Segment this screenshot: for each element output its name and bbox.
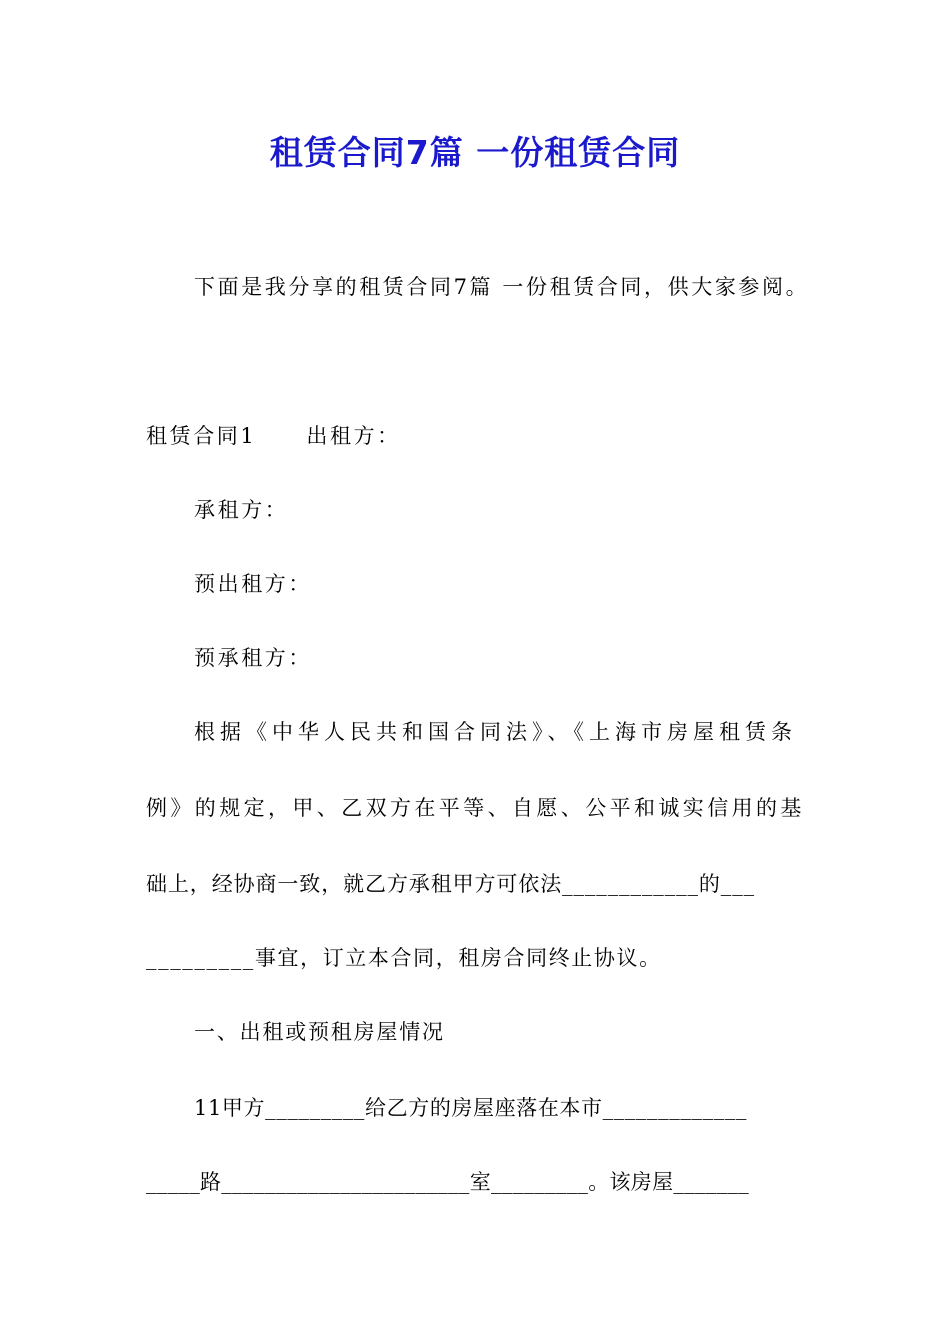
- intro-paragraph: 下面是我分享的租赁合同7篇 一份租赁合同，供大家参阅。: [194, 275, 810, 299]
- pre-lessor-label: 预出租方：: [194, 572, 312, 596]
- pre-lessee-label: 预承租方：: [194, 646, 312, 670]
- lessee-label: 承租方：: [194, 498, 289, 522]
- section-heading: 租赁合同1: [146, 424, 257, 448]
- document-title: 租赁合同7篇 一份租赁合同: [269, 133, 681, 172]
- paragraph-line: _________事宜，订立本合同，租房合同终止协议。: [146, 946, 662, 970]
- lessor-label: 出租方：: [306, 424, 401, 448]
- clause-line: 11甲方_________给乙方的房屋座落在本市_____________: [194, 1096, 747, 1120]
- paragraph-line: 例》的规定，甲、乙双方在平等、自愿、公平和诚实信用的基: [146, 796, 805, 820]
- paragraph-line: 础上，经协商一致，就乙方承租甲方可依法____________的___: [146, 872, 755, 896]
- section-heading-line: [146, 421, 810, 451]
- clause-heading: 一、出租或预租房屋情况: [194, 1020, 445, 1044]
- clause-line: _____路_______________________室_________。该房屋_______: [146, 1170, 749, 1194]
- paragraph-line: 根据《中华人民共和国合同法》、《上海市房屋租赁条: [194, 720, 797, 744]
